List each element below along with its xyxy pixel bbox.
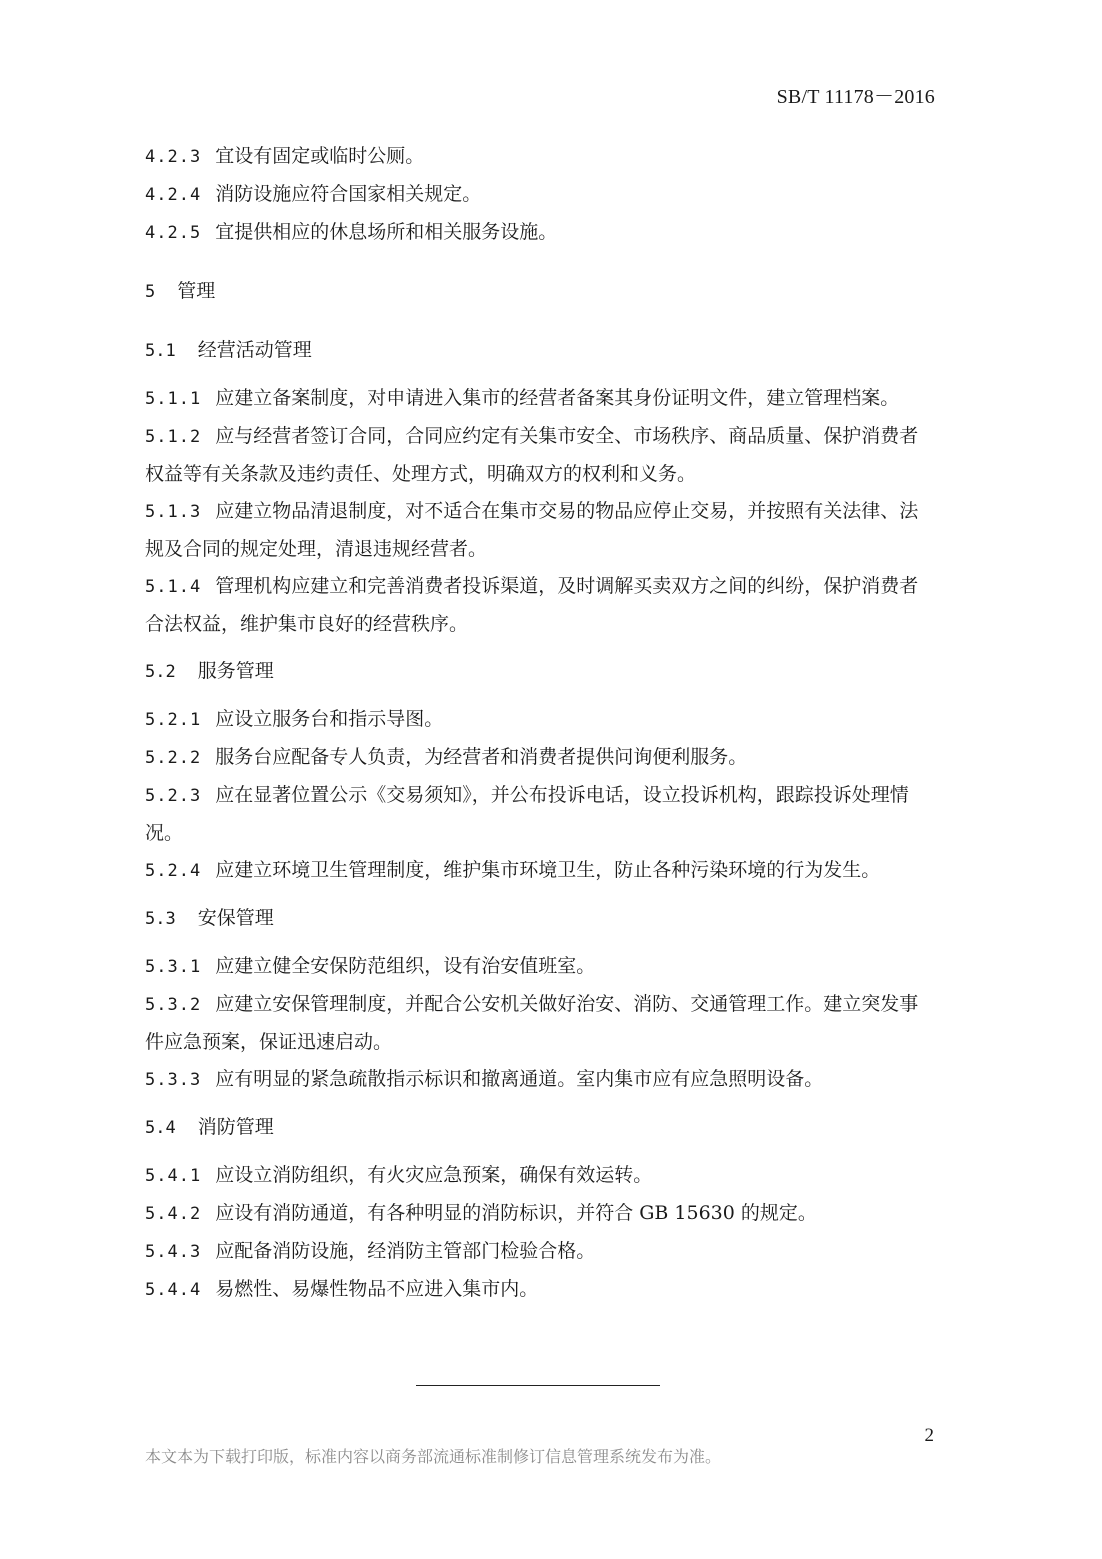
standard-code: SB/T 11178－2016 bbox=[776, 86, 935, 108]
clause-5-2-2: 5.2.2 服务台应配备专人负责，为经营者和消费者提供问询便利服务。 bbox=[145, 746, 748, 768]
clause-5-4-1: 5.4.1 应设立消防组织，有火灾应急预案，确保有效运转。 bbox=[145, 1164, 653, 1186]
footer-note: 本文本为下载打印版，标准内容以商务部流通标准制修订信息管理系统发布为准。 bbox=[145, 1447, 722, 1466]
clause-5-2-4: 5.2.4 应建立环境卫生管理制度，维护集市环境卫生，防止各种污染环境的行为发生。 bbox=[145, 859, 881, 881]
clause-5-2-3: 5.2.3 应在显著位置公示《交易须知》，并公布投诉电话，设立投诉机构，跟踪投诉处理情 况。 bbox=[145, 784, 909, 844]
page-content bbox=[145, 138, 935, 1309]
clause-4-2-5: 4.2.5 宜提供相应的休息场所和相关服务设施。 bbox=[145, 221, 558, 243]
clause-5-1-3: 5.1.3 应建立物品清退制度，对不适合在集市交易的物品应停止交易，并按照有关法律、法 规及合同的规定处理，清退违规经营者。 bbox=[145, 500, 919, 560]
clause-5-3-3: 5.3.3 应有明显的紧急疏散指示标识和撤离通道。室内集市应有应急照明设备。 bbox=[145, 1068, 824, 1090]
clause-5-3-2: 5.3.2 应建立安保管理制度，并配合公安机关做好治安、消防、交通管理工作。建立突发事 件应急预案，保证迅速启动。 bbox=[145, 993, 919, 1053]
section-heading-5-1: 5.1 经营活动管理 bbox=[145, 339, 312, 361]
section-heading-5-4: 5.4 消防管理 bbox=[145, 1116, 274, 1138]
page-number: 2 bbox=[924, 1425, 934, 1446]
clause-5-1-1: 5.1.1 应建立备案制度，对申请进入集市的经营者备案其身份证明文件，建立管理档案。 bbox=[145, 387, 900, 409]
clause-5-4-2: 5.4.2 应设有消防通道，有各种明显的消防标识，并符合 GB 15630 的规定。 bbox=[145, 1202, 817, 1224]
clause-5-4-4: 5.4.4 易燃性、易爆性物品不应进入集市内。 bbox=[145, 1278, 539, 1300]
clause-5-1-4: 5.1.4 管理机构应建立和完善消费者投诉渠道，及时调解买卖双方之间的纠纷，保护消费者 合法权益，维护集市良好的经营秩序。 bbox=[145, 575, 919, 635]
clause-5-2-1: 5.2.1 应设立服务台和指示导图。 bbox=[145, 708, 444, 730]
section-heading-5: 5 管理 bbox=[145, 280, 216, 302]
clause-5-3-1: 5.3.1 应建立健全安保防范组织，设有治安值班室。 bbox=[145, 955, 596, 977]
section-heading-5-2: 5.2 服务管理 bbox=[145, 660, 274, 682]
end-rule bbox=[416, 1385, 660, 1386]
section-heading-5-3: 5.3 安保管理 bbox=[145, 907, 274, 929]
clause-5-4-3: 5.4.3 应配备消防设施，经消防主管部门检验合格。 bbox=[145, 1240, 596, 1262]
clause-4-2-3: 4.2.3 宜设有固定或临时公厕。 bbox=[145, 145, 425, 167]
clause-5-1-2: 5.1.2 应与经营者签订合同，合同应约定有关集市安全、市场秩序、商品质量、保护消费者 权益等有关条款及违约责任、处理方式，明确双方的权利和义务。 bbox=[145, 425, 919, 485]
clause-4-2-4: 4.2.4 消防设施应符合国家相关规定。 bbox=[145, 183, 482, 205]
